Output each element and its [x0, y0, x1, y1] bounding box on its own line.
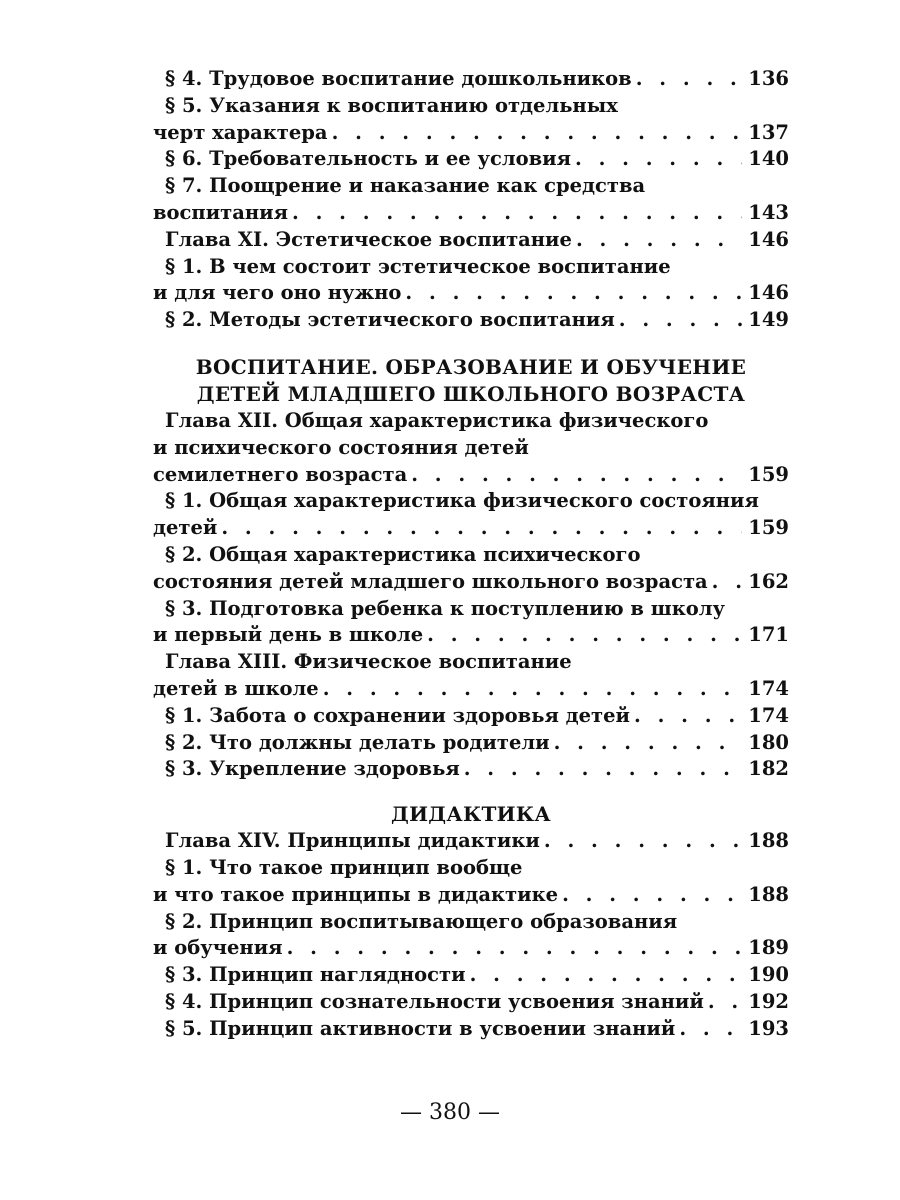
dot-leader [287, 935, 743, 962]
toc-entry-title: § 1. Забота о сохранении здоровья детей [165, 703, 631, 727]
toc-entry-title: § 2. Общая характеристика психического [165, 542, 641, 566]
toc-entry [153, 730, 789, 757]
toc-entry [153, 146, 789, 173]
toc-entry-title: § 2. Методы эстетического воспитания [165, 308, 615, 332]
dot-leader [464, 756, 743, 783]
toc-entry-title: § 2. Что должны делать родители [165, 730, 550, 754]
toc-entry-page-number: 143 [748, 200, 789, 224]
toc-entry-title: § 1. В чем состоит эстетическое воспитание [165, 254, 671, 278]
toc-entry-page-number: 182 [748, 757, 789, 781]
toc-entry [153, 488, 789, 515]
toc-entry-page-number: 174 [748, 703, 789, 727]
toc-entry-page-number: 136 [748, 67, 789, 90]
toc-entry-page-number: 174 [748, 676, 789, 700]
dot-leader [712, 569, 743, 596]
toc-entry [153, 703, 789, 730]
toc-entry-title: и обучения [153, 936, 283, 960]
toc-entry-title: Глава XI. Эстетическое воспитание [165, 227, 572, 251]
toc-entry-title: детей [153, 516, 218, 540]
toc-entry-title: § 4. Принцип сознательности усвоения знаний [165, 989, 704, 1013]
dot-leader [221, 515, 742, 542]
dot-leader [332, 120, 743, 147]
dot-leader [554, 730, 743, 757]
toc-entry-page-number: 180 [748, 730, 789, 754]
toc-entry [153, 435, 789, 462]
toc-entry [153, 307, 789, 334]
toc-page [153, 66, 789, 1043]
toc-entry-title: § 5. Принцип активности в усвоении знаний [165, 1016, 676, 1040]
dot-leader [576, 227, 742, 254]
toc-entry-page-number: 146 [748, 227, 789, 251]
toc-entry [153, 569, 789, 596]
toc-entry-title: § 7. Поощрение и наказание как средства [165, 174, 646, 198]
toc-entry [153, 596, 789, 623]
toc-entry-title: § 3. Подготовка ребенка к поступлению в школу [165, 596, 726, 620]
toc-entry-title: § 3. Принцип наглядности [165, 963, 466, 987]
toc-entry-title: и что такое принципы в дидактике [153, 882, 559, 906]
toc-entry [153, 173, 789, 200]
section-heading-line: ВОСПИТАНИЕ. ОБРАЗОВАНИЕ И ОБУЧЕНИЕ [195, 354, 747, 379]
toc-entry [153, 515, 789, 542]
toc-entry-page-number: 159 [748, 516, 789, 540]
toc-entry-title: § 2. Принцип воспитывающего образования [165, 909, 678, 933]
toc-entry-page-number: 189 [748, 936, 789, 960]
toc-entry-title: Глава XIV. Принципы дидактики [165, 829, 540, 853]
toc-entry [153, 855, 789, 882]
dot-leader [427, 622, 742, 649]
toc-entry-page-number: 192 [748, 989, 789, 1013]
toc-entry [153, 909, 789, 936]
toc-entry [153, 1016, 789, 1043]
dot-leader [562, 882, 742, 909]
toc-entry-page-number: 190 [748, 963, 789, 987]
toc-entry [153, 120, 789, 147]
toc-entry-title: и для чего оно нужно [153, 281, 402, 305]
toc-entry-page-number: 159 [748, 462, 789, 486]
toc-entry-page-number: 149 [748, 308, 789, 332]
toc-entry [153, 828, 789, 855]
toc-entry [153, 989, 789, 1016]
toc-entry-title: черт характера [153, 120, 328, 144]
dot-leader [575, 146, 742, 173]
dot-leader [708, 989, 742, 1016]
toc-entry-page-number: 188 [748, 829, 789, 853]
toc-entry-page-number: 137 [748, 120, 789, 144]
toc-entry [153, 542, 789, 569]
toc-entry-title: § 4. Трудовое воспитание дошкольников [165, 67, 632, 90]
toc-entry [153, 676, 789, 703]
section-heading-primary-school [153, 354, 789, 408]
toc-entry-page-number: 188 [748, 882, 789, 906]
dot-leader [470, 962, 743, 989]
toc-entry-title: Глава XII. Общая характеристика физического [165, 408, 709, 432]
toc-entry-title: Глава XIII. Физическое воспитание [165, 650, 572, 674]
toc-entry [153, 254, 789, 281]
toc-entry-title: детей в школе [153, 676, 319, 700]
toc-entry-title: § 6. Требовательность и ее условия [165, 147, 571, 171]
dot-leader [619, 307, 743, 334]
toc-entry [153, 962, 789, 989]
toc-entry [153, 408, 789, 435]
toc-entry-title: воспитания [153, 200, 289, 224]
toc-entry-title: § 3. Укрепление здоровья [165, 757, 460, 781]
section-heading-line: ДЕТЕЙ МЛАДШЕГО ШКОЛЬНОГО ВОЗРАСТА [196, 381, 746, 406]
toc-entry-title: состояния детей младшего школьного возраста [153, 569, 708, 593]
toc-entry [153, 200, 789, 227]
toc-entry [153, 280, 789, 307]
dot-leader [323, 676, 743, 703]
toc-entry [153, 622, 789, 649]
toc-entry [153, 882, 789, 909]
section-heading-didactics: ДИДАКТИКА [391, 802, 551, 827]
dot-leader [544, 828, 742, 855]
toc-entry [153, 935, 789, 962]
page-number: — 380 — [400, 1100, 500, 1125]
toc-block-preschool [153, 66, 789, 334]
toc-entry-title: и первый день в школе [153, 623, 424, 647]
dot-leader [411, 462, 742, 489]
toc-entry-title: и психического состояния детей [153, 435, 529, 459]
toc-entry-title: § 5. Указания к воспитанию отдельных [165, 93, 618, 117]
toc-entry-page-number: 193 [748, 1016, 789, 1040]
toc-entry-page-number: 146 [748, 281, 789, 305]
dot-leader [292, 200, 742, 227]
dot-leader [405, 280, 742, 307]
toc-entry [153, 227, 789, 254]
toc-entry-page-number: 171 [748, 623, 789, 647]
toc-entry-page-number: 140 [748, 147, 789, 171]
toc-entry-title: семилетнего возраста [153, 462, 408, 486]
dot-leader [679, 1016, 742, 1043]
toc-block-primary-school [153, 408, 789, 783]
toc-entry-title: § 1. Общая характеристика физического состояния [165, 489, 759, 513]
toc-entry [153, 462, 789, 489]
toc-entry [153, 93, 789, 120]
toc-entry [153, 756, 789, 783]
dot-leader [636, 66, 743, 93]
dot-leader [634, 703, 742, 730]
toc-entry [153, 66, 789, 93]
toc-entry [153, 649, 789, 676]
toc-block-didactics [153, 828, 789, 1042]
toc-entry-title: § 1. Что такое принцип вообще [165, 855, 523, 879]
toc-entry-page-number: 162 [748, 569, 789, 593]
